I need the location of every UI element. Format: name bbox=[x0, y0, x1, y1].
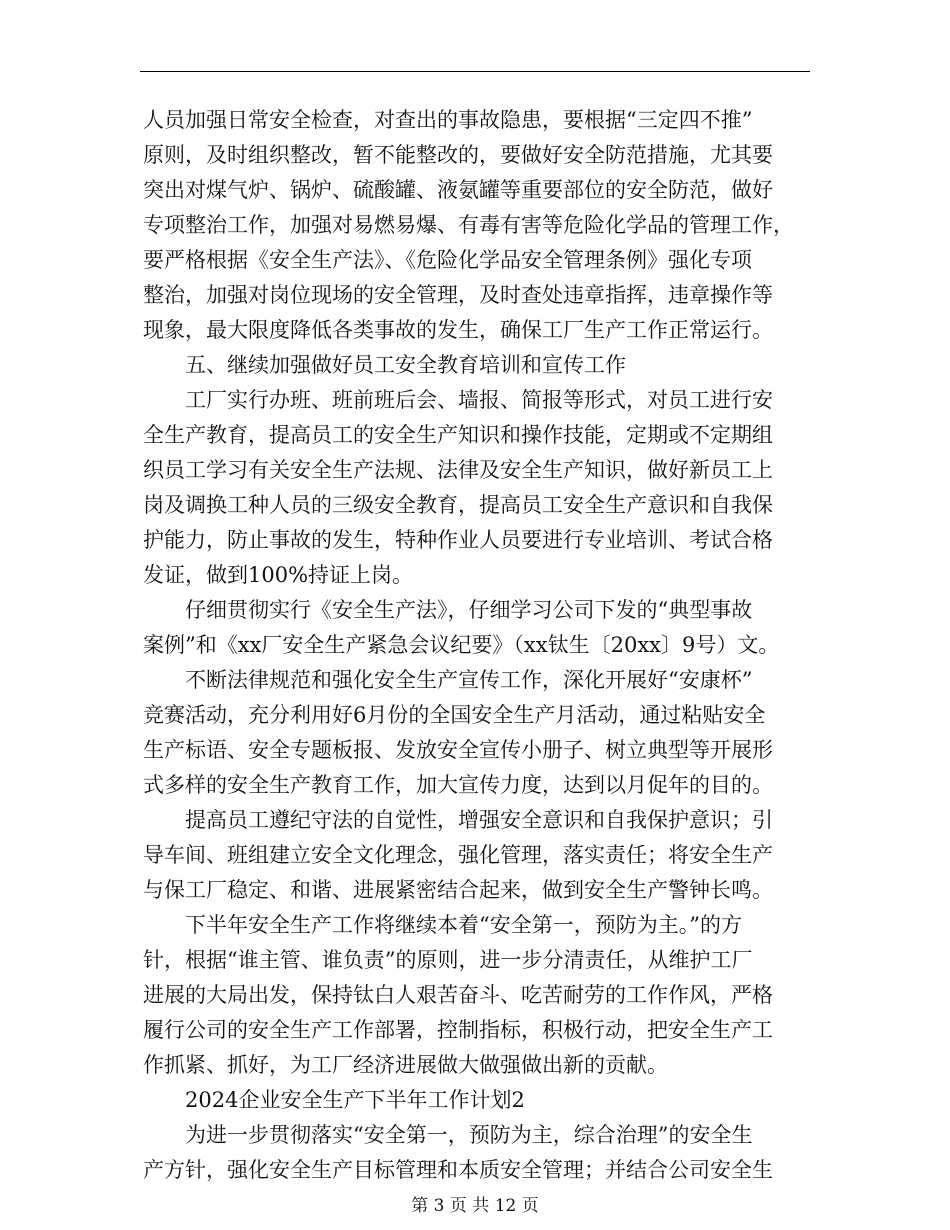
text-line: 案例”和《xx厂安全生产紧急会议纪要》（xx钛生〔20xx〕9号）文。 bbox=[143, 633, 780, 657]
text-line: 工厂实行办班、班前班后会、墙报、简报等形式，对员工进行安 bbox=[185, 388, 773, 412]
text-line: 生产标语、安全专题板报、发放安全宣传小册子、树立典型等开展形 bbox=[143, 738, 773, 762]
text-line: 产方针，强化安全生产目标管理和本质安全管理；并结合公司安全生 bbox=[143, 1158, 773, 1182]
text-line: 发证，做到100%持证上岗。 bbox=[143, 563, 414, 587]
text-line: 要严格根据《安全生产法》、《危险化学品安全管理条例》强化专项 bbox=[143, 248, 752, 272]
text-line: 下半年安全生产工作将继续本着“安全第一，预防为主。”的方 bbox=[185, 913, 742, 937]
text-line: 与保工厂稳定、和谐、进展紧密结合起来，做到安全生产警钟长鸣。 bbox=[143, 878, 773, 902]
text-line: 专项整治工作，加强对易燃易爆、有毒有害等危险化学品的管理工作， bbox=[143, 213, 794, 237]
text-line: 导车间、班组建立安全文化理念，强化管理，落实责任；将安全生产 bbox=[143, 843, 773, 867]
text-line: 整治，加强对岗位现场的安全管理，及时查处违章指挥，违章操作等 bbox=[143, 283, 773, 307]
text-line: 式多样的安全生产教育工作，加大宣传力度，达到以月促年的目的。 bbox=[143, 773, 773, 797]
page-number: 第 3 页 共 12 页 bbox=[411, 1196, 539, 1216]
header-rule bbox=[140, 71, 810, 72]
text-line: 岗及调换工种人员的三级安全教育，提高员工安全生产意识和自我保 bbox=[143, 493, 773, 517]
text-line: 为进一步贯彻落实“安全第一，预防为主，综合治理”的安全生 bbox=[185, 1123, 753, 1147]
text-line: 提高员工遵纪守法的自觉性，增强安全意识和自我保护意识；引 bbox=[185, 808, 773, 832]
text-line: 作抓紧、抓好，为工厂经济进展做大做强做出新的贡献。 bbox=[143, 1053, 668, 1077]
text-line: 现象，最大限度降低各类事故的发生，确保工厂生产工作正常运行。 bbox=[143, 318, 773, 342]
text-line: 突出对煤气炉、锅炉、硫酸罐、液氨罐等重要部位的安全防范，做好 bbox=[143, 178, 773, 202]
text-line: 不断法律规范和强化安全生产宣传工作，深化开展好“安康杯” bbox=[185, 668, 753, 692]
text-line: 竞赛活动，充分利用好6月份的全国安全生产月活动，通过粘贴安全 bbox=[143, 703, 766, 727]
text-line: 人员加强日常安全检查，对查出的事故隐患，要根据“三定四不推” bbox=[143, 108, 753, 132]
text-line: 护能力，防止事故的发生，特种作业人员要进行专业培训、考试合格 bbox=[143, 528, 773, 552]
text-line: 仔细贯彻实行《安全生产法》，仔细学习公司下发的“典型事故 bbox=[185, 598, 753, 622]
text-line: 进展的大局出发，保持钛白人艰苦奋斗、吃苦耐劳的工作作风，严格 bbox=[143, 983, 773, 1007]
section-heading: 五、继续加强做好员工安全教育培训和宣传工作 bbox=[185, 353, 626, 377]
text-line: 织员工学习有关安全生产法规、法律及安全生产知识，做好新员工上 bbox=[143, 458, 773, 482]
text-line: 原则，及时组织整改，暂不能整改的，要做好安全防范措施，尤其要 bbox=[143, 143, 773, 167]
text-line: 全生产教育，提高员工的安全生产知识和操作技能，定期或不定期组 bbox=[143, 423, 773, 447]
text-line: 履行公司的安全生产工作部署，控制指标，积极行动，把安全生产工 bbox=[143, 1018, 773, 1042]
text-line: 针，根据“谁主管、谁负责”的原则，进一步分清责任，从维护工厂 bbox=[143, 948, 753, 972]
section-heading: 2024企业安全生产下半年工作计划2 bbox=[185, 1088, 525, 1112]
